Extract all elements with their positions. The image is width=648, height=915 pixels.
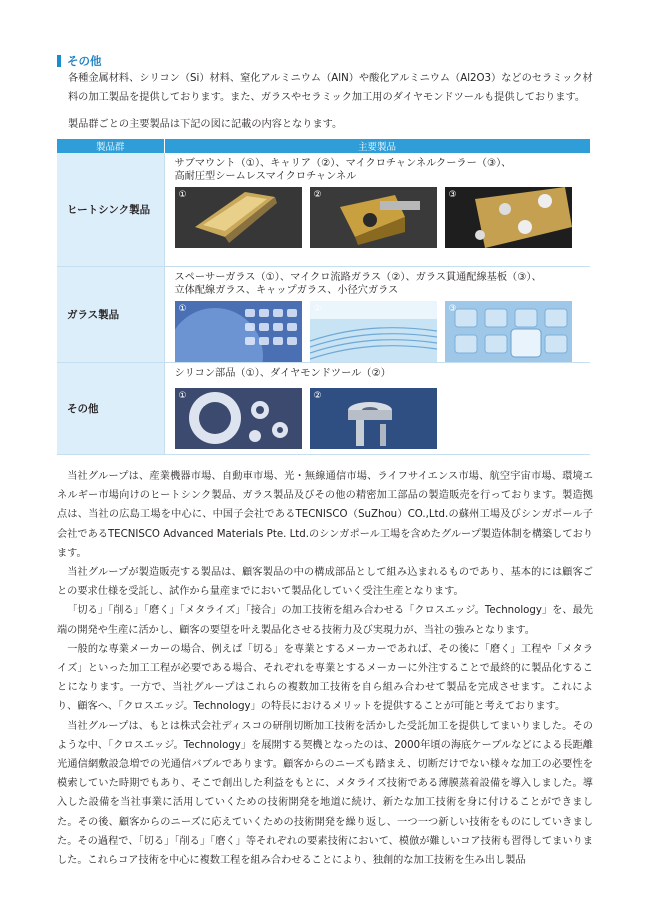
photo-label: ③	[448, 190, 457, 200]
heading-marker	[57, 55, 61, 67]
table-row-glass	[57, 266, 590, 362]
products-desc-other	[165, 363, 591, 380]
category-glass: ガラス製品	[57, 266, 164, 362]
body-text	[57, 467, 593, 870]
products-desc-glass	[165, 267, 591, 297]
body-paragraph: 一般的な専業メーカーの場合、例えば「切る」を専業とするメーカーであれば、その後に「磨く」工程や「メタライズ」といった加工工程が必要である場合、それぞれを専業とするメーカーに外注することで最終的に製品化することになります。一方で、当社グループはこれらの複数加工技術を自ら組み合わせて製品を完成させます。これにより、顧客へ、「クロスエッジ。Technology」の特長におけるメリットを提供することが可能と考えております。	[57, 643, 593, 713]
desc-line: 立体配線ガラス、キャップガラス、小径穴ガラス	[174, 284, 399, 296]
photo-label: ①	[178, 190, 187, 200]
body-paragraph: 当社グループは、もとは株式会社ディスコの研削切断加工技術を活かした受託加工を提供してまいりました。そのような中、「クロスエッジ。Technology」を展開する契機となったのは、2000年頃の海底ケーブルなどによる長距離光通信網敷設急増での光通信バブルであります。顧客からのニーズも踏まえ、切断だけでない様々な加工の必要性を模索していた時期でもあり、そこで創出した利益をもとに、メタライズ技術である薄膜蒸着設備を導入しました。導入した設備を当社事業に活用していくための技術開発を地道に続け、新たな加工技術を身に付けることができました。その後、顧客からのニーズに応えていくための技術開発を繰り返し、一つ一つ新しい技術をものにしていきました。その過程で、「切る」「削る」「磨く」等それぞれの要素技術において、模倣が難しいコア技術も習得してまいりました。これらコア技術を中心に複数工程を組み合わせることにより、独創的な加工技術を生み出し製品	[57, 720, 594, 867]
carrier-photo	[310, 187, 437, 248]
silicon-parts-photo	[175, 388, 302, 449]
desc-line: スペーサーガラス（①）、マイクロ流路ガラス（②）、ガラス貫通配線基板（③）、	[174, 271, 542, 283]
photo-label: ③	[448, 303, 457, 314]
photo-label: ①	[178, 390, 187, 401]
spacer-glass-photo	[175, 301, 302, 362]
category-heatsink: ヒートシンク製品	[57, 153, 164, 266]
diamond-tool-photo	[310, 388, 437, 449]
header-category: 製品群	[57, 139, 164, 153]
table-row-heatsink	[57, 153, 590, 266]
product-table	[57, 139, 591, 455]
section-title: その他	[67, 54, 102, 68]
desc-line: シリコン部品（①）、ダイヤモンドツール（②）	[174, 367, 391, 379]
body-paragraph: 「切る」「削る」「磨く」「メタライズ」「接合」の加工技術を組み合わせる「クロスエッジ。Technology」を、最先端の開発や生産に活かし、顧客の要望を叶え製品化させる技術力及び実現力が、当社の強みとなります。	[57, 605, 593, 636]
photo-label: ②	[313, 303, 322, 314]
lead-sentence: 製品群ごとの主要製品は下記の図に記載の内容となります。	[68, 119, 343, 130]
body-paragraph: 当社グループが製造販売する製品は、顧客製品の中の構成部品として組み込まれるものであり、基本的には顧客ごとの要求仕様を受託し、試作から量産までにおいて製品化していく受注生産となります。	[57, 567, 593, 598]
microchannel-cooler-photo	[445, 187, 572, 248]
intro-paragraph	[68, 69, 596, 107]
products-desc-heatsink	[165, 153, 591, 183]
photo-label: ②	[313, 190, 322, 200]
microfluidic-glass-photo	[310, 301, 437, 362]
table-row-other	[57, 362, 590, 454]
submount-photo	[175, 187, 302, 248]
through-glass-via-photo	[445, 301, 572, 362]
desc-line: 高耐圧型シームレスマイクロチャンネル	[174, 171, 357, 182]
body-paragraph: 当社グループは、産業機器市場、自動車市場、光・無線通信市場、ライフサイエンス市場、航空宇宙市場、環境エネルギー市場向けのヒートシンク製品、ガラス製品及びその他の精密加工部品の製造販売を行っております。製造拠点は、当社の広島工場を中心に、中国子会社であるTECNISCO（SuZhou）CO.,Ltd.の蘇州工場及びシンガポール子会社であるTECNISCO Advanced Materials Pte. Ltd.のシンガポール工場を含めたグループ製造体制を構築しております。	[57, 471, 593, 559]
photo-label: ①	[178, 303, 187, 314]
header-products: 主要製品	[164, 139, 590, 153]
desc-line: サブマウント（①）、キャリア（②）、マイクロチャンネルクーラー（③）、	[174, 158, 512, 169]
photo-label: ②	[313, 390, 322, 401]
section-heading	[57, 54, 102, 68]
intro-text: 各種金属材料、シリコン（Si）材料、窒化アルミニウム（AlN）や酸化アルミニウム（Al2O3）などのセラミック材料の加工製品を提供しております。また、ガラスやセラミック加工用のダイヤモンドツールも提供しております。	[68, 73, 593, 103]
category-other: その他	[57, 362, 164, 454]
